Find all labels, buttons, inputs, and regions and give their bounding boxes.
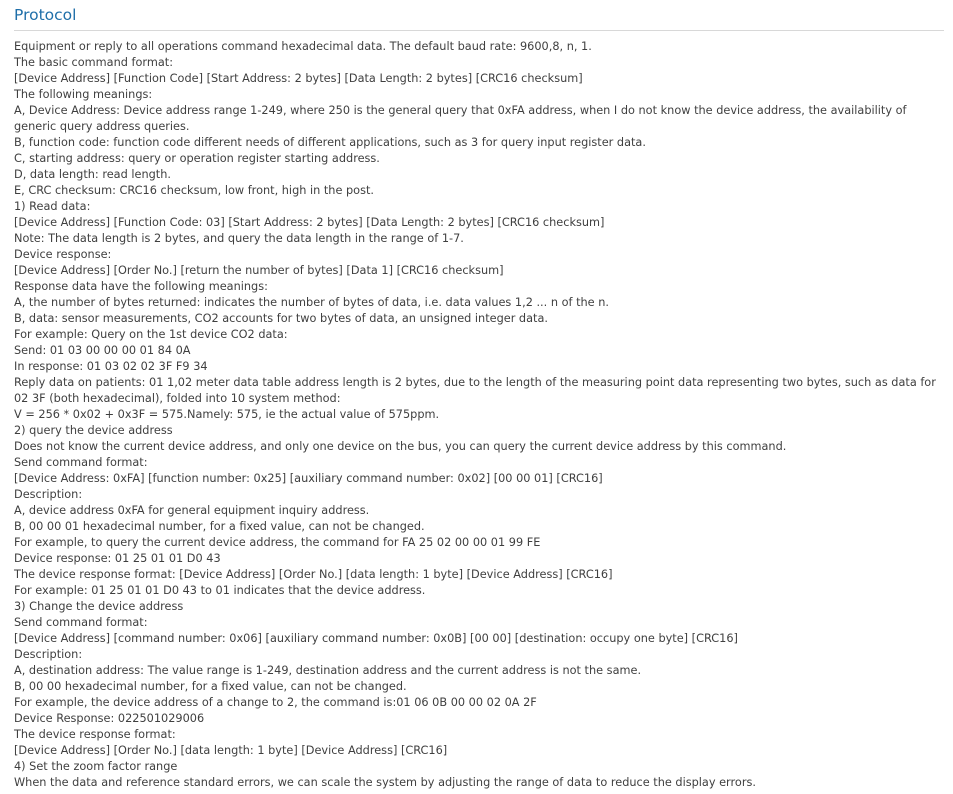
protocol-line: The device response format: <box>14 728 176 741</box>
protocol-line: Note: The data length is 2 bytes, and query the data length in the range of 1-7. <box>14 232 464 245</box>
protocol-line: A, destination address: The value range is 1-249, destination address and the current address is not the same. <box>14 664 642 677</box>
title-divider <box>14 30 944 31</box>
protocol-line: Device response: <box>14 248 112 261</box>
protocol-line: Device response: 01 25 01 01 D0 43 <box>14 552 221 565</box>
protocol-line: Send command format: <box>14 456 148 469</box>
protocol-line: When the data and reference standard errors, we can scale the system by adjusting the range of data to reduce the display errors. <box>14 776 756 789</box>
protocol-line: 4) Set the zoom factor range <box>14 760 178 773</box>
protocol-line: Description: <box>14 488 83 501</box>
protocol-line: Device Response: 022501029006 <box>14 712 205 725</box>
protocol-line: Send command format: <box>14 616 148 629</box>
protocol-line: Description: <box>14 648 83 661</box>
protocol-line: B, data: sensor measurements, CO2 accounts for two bytes of data, an unsigned integer data. <box>14 312 548 325</box>
protocol-line: [Device Address] [Function Code: 03] [Start Address: 2 bytes] [Data Length: 2 bytes] [CRC16 checksum] <box>14 216 605 229</box>
protocol-line: Reply data on patients: 01 1,02 meter data table address length is 2 bytes, due to the length of the measuring point data representing two bytes, such as data for 02 3F (both hexadecimal), folded into 10 system method: <box>14 376 936 405</box>
protocol-line: C, starting address: query or operation register starting address. <box>14 152 380 165</box>
protocol-line: In response: 01 03 02 02 3F F9 34 <box>14 360 208 373</box>
protocol-line: A, the number of bytes returned: indicates the number of bytes of data, i.e. data values 1,2 ... n of the n. <box>14 296 609 309</box>
protocol-line: For example, to query the current device address, the command for FA 25 02 00 00 01 99 FE <box>14 536 541 549</box>
protocol-line: [Device Address] [Order No.] [return the number of bytes] [Data 1] [CRC16 checksum] <box>14 264 504 277</box>
protocol-line: 3) Change the device address <box>14 600 184 613</box>
protocol-line: B, 00 00 hexadecimal number, for a fixed value, can not be changed. <box>14 680 407 693</box>
protocol-line: For example: Query on the 1st device CO2 data: <box>14 328 288 341</box>
protocol-line: [Device Address] [command number: 0x06] [auxiliary command number: 0x0B] [00 00] [destination: occupy one byte] [CRC16] <box>14 632 738 645</box>
protocol-line: [Device Address: 0xFA] [function number: 0x25] [auxiliary command number: 0x02] [00 00 01] [CRC16] <box>14 472 603 485</box>
protocol-line: V = 256 * 0x02 + 0x3F = 575.Namely: 575, ie the actual value of 575ppm. <box>14 408 440 421</box>
protocol-line: A, Device Address: Device address range 1-249, where 250 is the general query that 0xFA address, when I do not know the device address, the availability of generic query address queries. <box>14 104 907 133</box>
protocol-line: Response data have the following meanings: <box>14 280 268 293</box>
protocol-line: Send: 01 03 00 00 00 01 84 0A <box>14 344 191 357</box>
protocol-line: The following meanings: <box>14 88 153 101</box>
protocol-line: The device response format: [Device Address] [Order No.] [data length: 1 byte] [Device Address] [CRC16] <box>14 568 613 581</box>
protocol-line: D, data length: read length. <box>14 168 171 181</box>
protocol-line: [Device Address] [Function Code] [Start Address: 2 bytes] [Data Length: 2 bytes] [CRC16 checksum] <box>14 72 583 85</box>
protocol-line: Equipment or reply to all operations command hexadecimal data. The default baud rate: 9600,8, n, 1. <box>14 40 592 53</box>
protocol-line: A, device address 0xFA for general equipment inquiry address. <box>14 504 370 517</box>
protocol-line: 1) Read data: <box>14 200 91 213</box>
protocol-line: Does not know the current device address, and only one device on the bus, you can query the current device address by this command. <box>14 440 787 453</box>
page-title: Protocol <box>14 6 77 24</box>
protocol-line: B, function code: function code different needs of different applications, such as 3 for query input register data. <box>14 136 646 149</box>
protocol-line: The basic command format: <box>14 56 173 69</box>
protocol-text <box>14 39 944 791</box>
protocol-line: E, CRC checksum: CRC16 checksum, low front, high in the post. <box>14 184 374 197</box>
protocol-line: [Device Address] [Order No.] [data length: 1 byte] [Device Address] [CRC16] <box>14 744 448 757</box>
protocol-line: For example, the device address of a change to 2, the command is:01 06 0B 00 00 02 0A 2F <box>14 696 537 709</box>
protocol-line: 2) query the device address <box>14 424 173 437</box>
protocol-line: B, 00 00 01 hexadecimal number, for a fixed value, can not be changed. <box>14 520 425 533</box>
protocol-line: For example: 01 25 01 01 D0 43 to 01 indicates that the device address. <box>14 584 426 597</box>
